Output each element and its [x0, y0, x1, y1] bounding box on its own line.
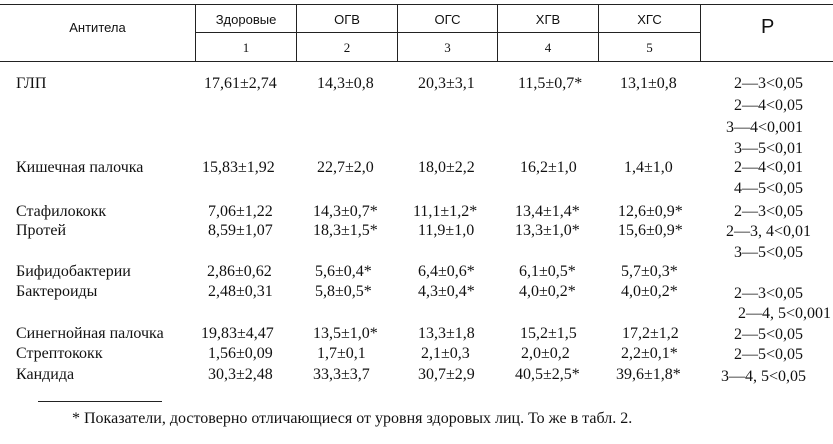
header-divider [700, 4, 701, 61]
table-cell: 14,3±0,7* [313, 203, 378, 220]
col-number: 1 [242, 40, 250, 55]
col-header-p: Р [761, 16, 775, 38]
table-cell: 40,5±2,5* [515, 366, 580, 383]
row-label: Кишечная палочка [16, 159, 144, 176]
table-cell: 30,3±2,48 [208, 366, 273, 383]
table-cell: 4,3±0,4* [418, 283, 475, 300]
col-header-ogs: ОГС [434, 12, 461, 27]
row-label: Синегнойная палочка [16, 325, 164, 342]
header-bottom-rule [0, 61, 833, 62]
row-label: Кандида [16, 366, 75, 383]
margin-mark [0, 34, 1, 51]
col-number: 4 [544, 40, 552, 55]
table-header [0, 4, 833, 61]
table-cell: 15,6±0,9* [618, 222, 683, 239]
table-cell: 33,3±3,7 [313, 366, 370, 383]
table-cell: 2,0±0,2 [521, 345, 570, 362]
col-header-ogv: ОГВ [334, 12, 360, 27]
table-cell: 11,9±1,0 [418, 222, 475, 239]
table-cell: 7,06±1,22 [208, 203, 273, 220]
p-value: 2—3<0,05 [733, 285, 803, 302]
table-cell: 17,61±2,74 [204, 75, 277, 92]
footnote: * Показатели, достоверно отличающиеся от уровня здоровых лиц. То же в табл. 2. [72, 410, 633, 427]
table-cell: 11,5±0,7* [518, 75, 583, 92]
table-cell: 2,1±0,3 [421, 345, 470, 362]
table-cell: 19,83±4,47 [201, 325, 274, 342]
table-cell: 14,3±0,8 [317, 75, 374, 92]
row-label: Бифидобактерии [16, 263, 131, 280]
table-cell: 5,8±0,5* [315, 283, 372, 300]
table-cell: 6,1±0,5* [519, 263, 576, 280]
row-label: Протей [16, 222, 66, 239]
table-cell: 1,7±0,1 [317, 345, 366, 362]
table-cell: 1,4±1,0 [624, 159, 673, 176]
table-cell: 8,59±1,07 [208, 222, 273, 239]
p-value: 3—5<0,01 [733, 140, 803, 157]
table-cell: 39,6±1,8* [616, 366, 681, 383]
table-cell: 4,0±0,2* [519, 283, 576, 300]
table-cell: 18,0±2,2 [418, 159, 475, 176]
p-value: 2—5<0,05 [733, 346, 803, 363]
table-cell: 11,1±1,2* [413, 203, 478, 220]
row-label: ГЛП [16, 75, 47, 92]
col-number: 3 [444, 40, 451, 55]
p-value: 2—3<0,05 [733, 203, 803, 220]
col-number: 5 [646, 40, 653, 55]
table-cell: 4,0±0,2* [621, 283, 678, 300]
table-cell: 13,3±1,0* [515, 222, 580, 239]
p-value: 4—5<0,05 [733, 180, 803, 197]
table-cell: 1,56±0,09 [208, 345, 273, 362]
p-value: 2—3<0,05 [733, 75, 803, 92]
table-cell: 13,4±1,4* [515, 203, 580, 220]
col-header-antitela: Антитела [69, 20, 126, 35]
p-value: 3—4<0,001 [725, 119, 803, 136]
p-value: 2—4<0,01 [733, 159, 803, 176]
table-cell: 2,86±0,62 [207, 263, 272, 280]
p-value: 3—5<0,05 [733, 244, 803, 261]
table-cell: 13,5±1,0* [313, 325, 378, 342]
table-cell: 12,6±0,9* [618, 203, 683, 220]
table-cell: 18,3±1,5* [313, 222, 378, 239]
table-cell: 5,6±0,4* [315, 263, 372, 280]
table-cell: 15,2±1,5 [520, 325, 577, 342]
header-top-rule [0, 4, 833, 5]
col-header-hgv: ХГВ [535, 12, 561, 27]
table-cell: 5,7±0,3* [621, 263, 678, 280]
row-label: Стафилококк [16, 203, 107, 220]
table-cell: 20,3±3,1 [418, 75, 475, 92]
p-value: 2—4<0,05 [733, 97, 803, 114]
p-value: 2—5<0,05 [733, 326, 803, 343]
col-header-zdorovye: Здоровые [215, 12, 277, 27]
table-cell: 2,48±0,31 [208, 283, 273, 300]
col-header-hgs: ХГС [637, 12, 662, 27]
header-mid-rule [195, 32, 700, 33]
table-cell: 22,7±2,0 [317, 159, 374, 176]
table-cell: 30,7±2,9 [418, 366, 475, 383]
table-cell: 16,2±1,0 [520, 159, 577, 176]
row-label: Стрептококк [16, 345, 103, 362]
table-cell: 6,4±0,6* [418, 263, 475, 280]
footnote-rule [38, 401, 162, 402]
p-value: 2—4, 5<0,001 [737, 305, 831, 322]
table-cell: 17,2±1,2 [622, 325, 679, 342]
row-label: Бактероиды [16, 283, 98, 300]
table-cell: 2,2±0,1* [621, 345, 678, 362]
p-value: 2—3, 4<0,01 [725, 223, 811, 240]
p-value: 3—4, 5<0,05 [720, 368, 806, 385]
col-number: 2 [343, 40, 351, 55]
table-cell: 13,1±0,8 [620, 75, 677, 92]
table-cell: 15,83±1,92 [202, 159, 275, 176]
table-cell: 13,3±1,8 [418, 325, 475, 342]
